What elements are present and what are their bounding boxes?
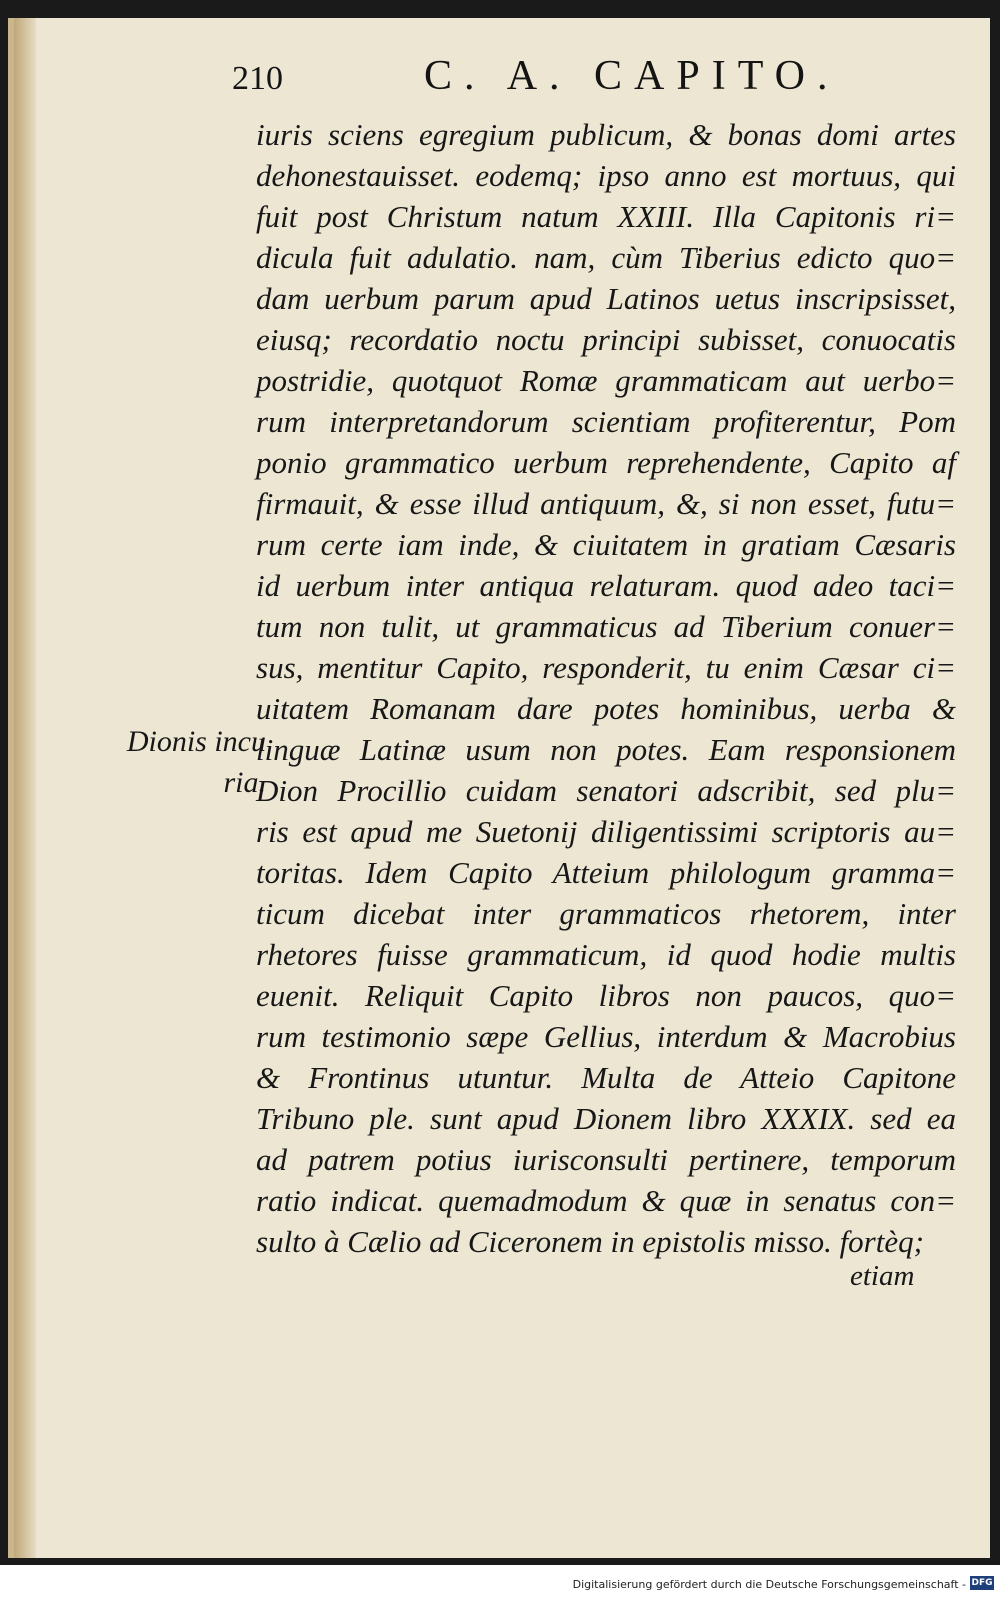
text-line: ponio grammatico uerbum reprehendente, Capito af: [256, 445, 956, 480]
running-title: C. A. CAPITO.: [424, 53, 840, 99]
marginal-note: [106, 721, 266, 803]
text-line: rum testimonio sæpe Gellius, interdum & Macrobius: [256, 1019, 956, 1054]
text-line: tum non tulit, ut grammaticus ad Tiberium conuer=: [256, 609, 956, 644]
text-line: firmauit, & esse illud antiquum, &, si non esset, futu=: [256, 486, 956, 521]
page-number: 210: [232, 60, 283, 97]
text-line: dicula fuit adulatio. nam, cùm Tiberius edicto quo=: [256, 240, 956, 275]
text-line: toritas. Idem Capito Atteium philologum gramma=: [256, 855, 956, 890]
body-text: [256, 114, 956, 1262]
text-line: postridie, quotquot Romæ grammaticam aut uerbo=: [256, 363, 956, 398]
text-line: uitatem Romanam dare potes hominibus, uerba &: [256, 691, 956, 726]
marginal-note-line: ria.: [223, 766, 266, 799]
marginal-note-line: Dionis incu: [126, 725, 266, 758]
dfg-logo: DFG: [971, 1578, 993, 1588]
text-line: ratio indicat. quemadmodum & quæ in senatus con=: [256, 1183, 956, 1218]
catchword: etiam: [850, 1260, 915, 1292]
text-line: id uerbum inter antiqua relaturam. quod adeo taci=: [256, 568, 956, 603]
digitization-credit: Digitalisierung gefördert durch die Deutsche Forschungsgemeinschaft -: [572, 1578, 966, 1591]
text-line: Dion Procillio cuidam senatori adscribit, sed plu=: [256, 773, 956, 808]
text-line: eiusq; recordatio noctu principi subisset, conuocatis: [256, 322, 956, 357]
text-line: & Frontinus utuntur. Multa de Atteio Capitone: [256, 1060, 956, 1095]
text-line: rhetores fuisse grammaticum, id quod hodie multis: [256, 937, 956, 972]
page-binding-edge: [14, 18, 36, 1558]
text-line: dehonestauisset. eodemq; ipso anno est mortuus, qui: [256, 158, 956, 193]
text-line: linguæ Latinæ usum non potes. Eam responsionem: [256, 732, 956, 767]
text-line: iuris sciens egregium publicum, & bonas domi artes: [256, 117, 956, 152]
book-page: [8, 18, 990, 1558]
text-line: sulto à Cælio ad Ciceronem in epistolis misso. fortèq;: [256, 1224, 924, 1259]
text-line: sus, mentitur Capito, responderit, tu enim Cæsar ci=: [256, 650, 956, 685]
text-line: rum interpretandorum scientiam profiterentur, Pom: [256, 404, 956, 439]
text-line: fuit post Christum natum XXIII. Illa Capitonis ri=: [256, 199, 956, 234]
text-line: rum certe iam inde, & ciuitatem in gratiam Cæsaris: [256, 527, 956, 562]
text-line: dam uerbum parum apud Latinos uetus inscripsisset,: [256, 281, 956, 316]
text-line: ris est apud me Suetonij diligentissimi scriptoris au=: [256, 814, 956, 849]
text-line: euenit. Reliquit Capito libros non paucos, quo=: [256, 978, 956, 1013]
page-header: [14, 46, 996, 106]
text-line: Tribuno ple. sunt apud Dionem libro XXXIX. sed ea: [256, 1101, 956, 1136]
text-line: ticum dicebat inter grammaticos rhetorem, inter: [256, 896, 956, 931]
text-line: ad patrem potius iurisconsulti pertinere, temporum: [256, 1142, 956, 1177]
